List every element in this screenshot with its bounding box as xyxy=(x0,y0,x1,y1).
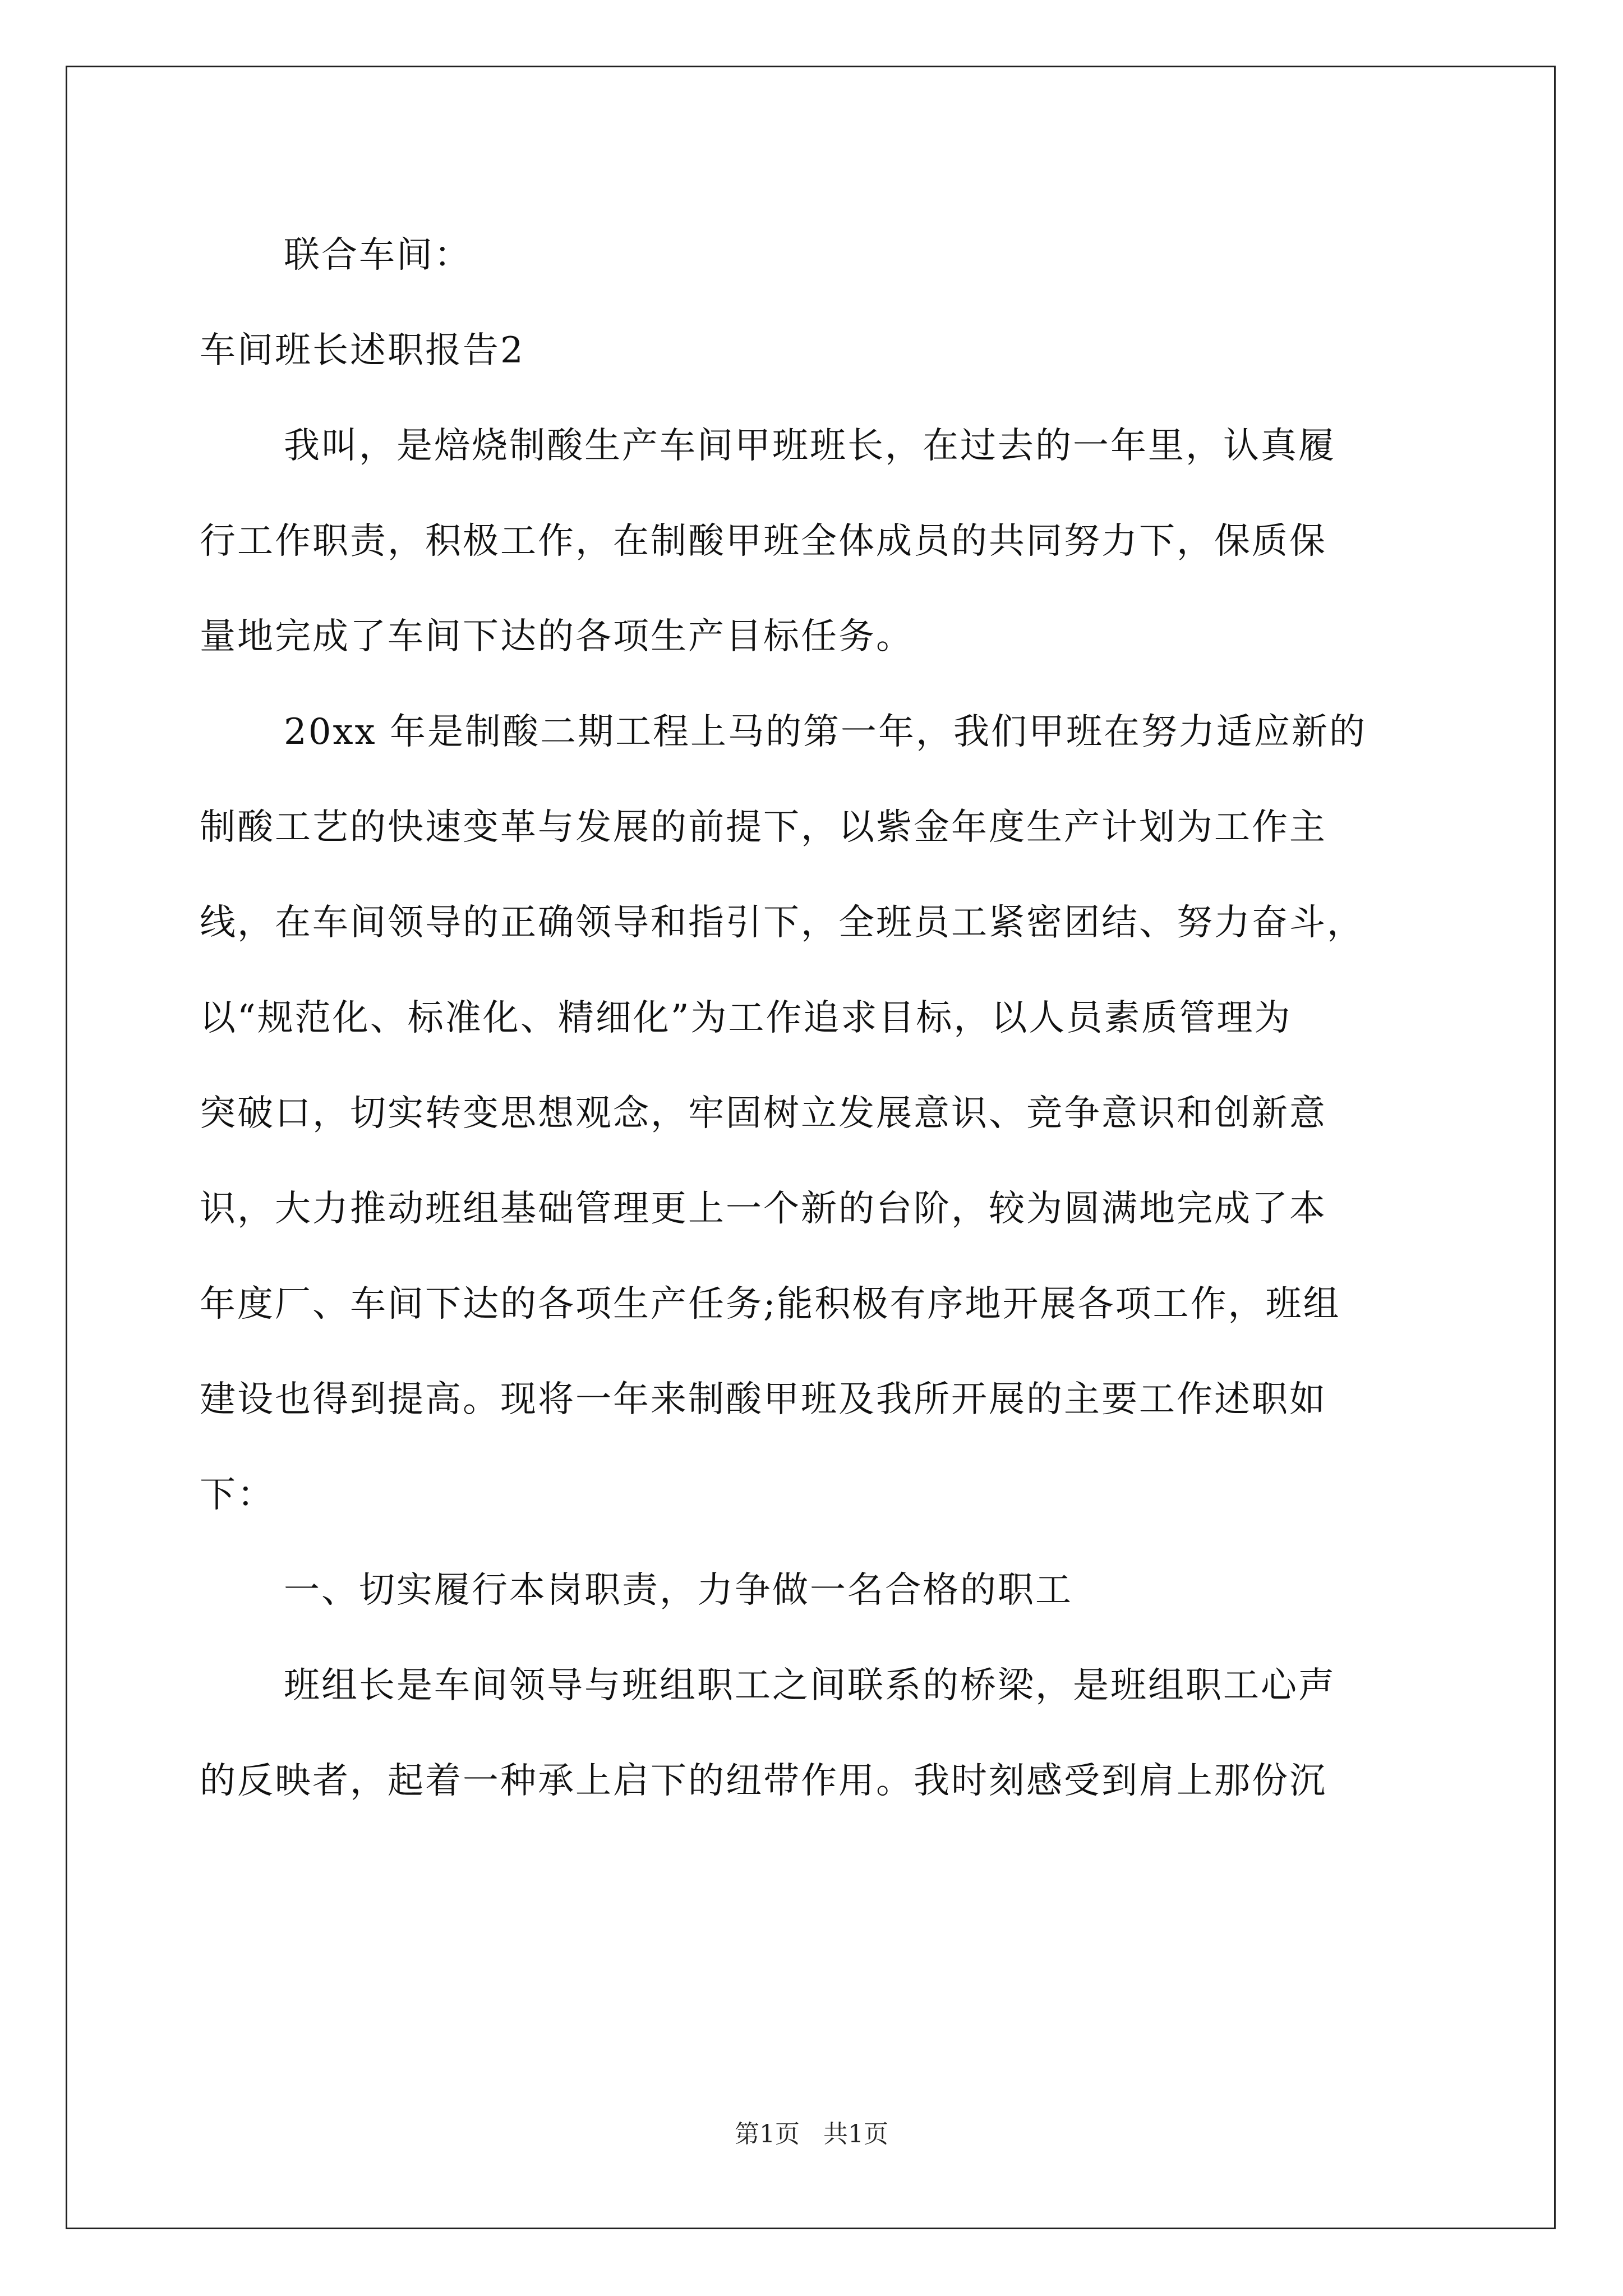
text-line: 的反映者，起着一种承上启下的纽带作用。我时刻感受到肩上那份沉 xyxy=(200,1760,1327,1802)
text-line: 线，在车间领导的正确领导和指引下，全班员工紧密团结、努力奋斗， xyxy=(200,902,1364,944)
page-footer: 第1页 共1页 xyxy=(735,2120,888,2148)
text-line: 以“规范化、标准化、精细化”为工作追求目标，以人员素质管理为 xyxy=(200,997,1292,1039)
document-body xyxy=(200,208,1422,1829)
text-line: 20xx 年是制酸二期工程上马的第一年，我们甲班在努力适应新的 xyxy=(284,711,1367,753)
text-line: 我叫，是焙烧制酸生产车间甲班班长，在过去的一年里，认真履 xyxy=(284,425,1336,467)
text-line: 班组长是车间领导与班组职工之间联系的桥梁，是班组职工心声 xyxy=(284,1665,1336,1706)
text-line: 联合车间： xyxy=(284,234,472,276)
text-line: 识，大力推动班组基础管理更上一个新的台阶，较为圆满地完成了本 xyxy=(200,1188,1327,1230)
text-line: 建设也得到提高。现将一年来制酸甲班及我所开展的主要工作述职如 xyxy=(200,1379,1327,1420)
document-title: 车间班长述职报告2 xyxy=(200,330,525,371)
section-heading: 一、切实履行本岗职责，力争做一名合格的职工 xyxy=(284,1570,1073,1611)
text-line: 年度厂、车间下达的各项生产任务;能积极有序地开展各项工作，班组 xyxy=(200,1283,1341,1325)
text-line: 行工作职责，积极工作，在制酸甲班全体成员的共同努力下，保质保 xyxy=(200,521,1327,562)
text-line: 量地完成了车间下达的各项生产目标任务。 xyxy=(200,616,914,657)
text-line: 制酸工艺的快速变革与发展的前提下，以紫金年度生产计划为工作主 xyxy=(200,807,1327,848)
text-line: 下： xyxy=(200,1474,275,1516)
text-line: 突破口，切实转变思想观念，牢固树立发展意识、竞争意识和创新意 xyxy=(200,1093,1327,1134)
